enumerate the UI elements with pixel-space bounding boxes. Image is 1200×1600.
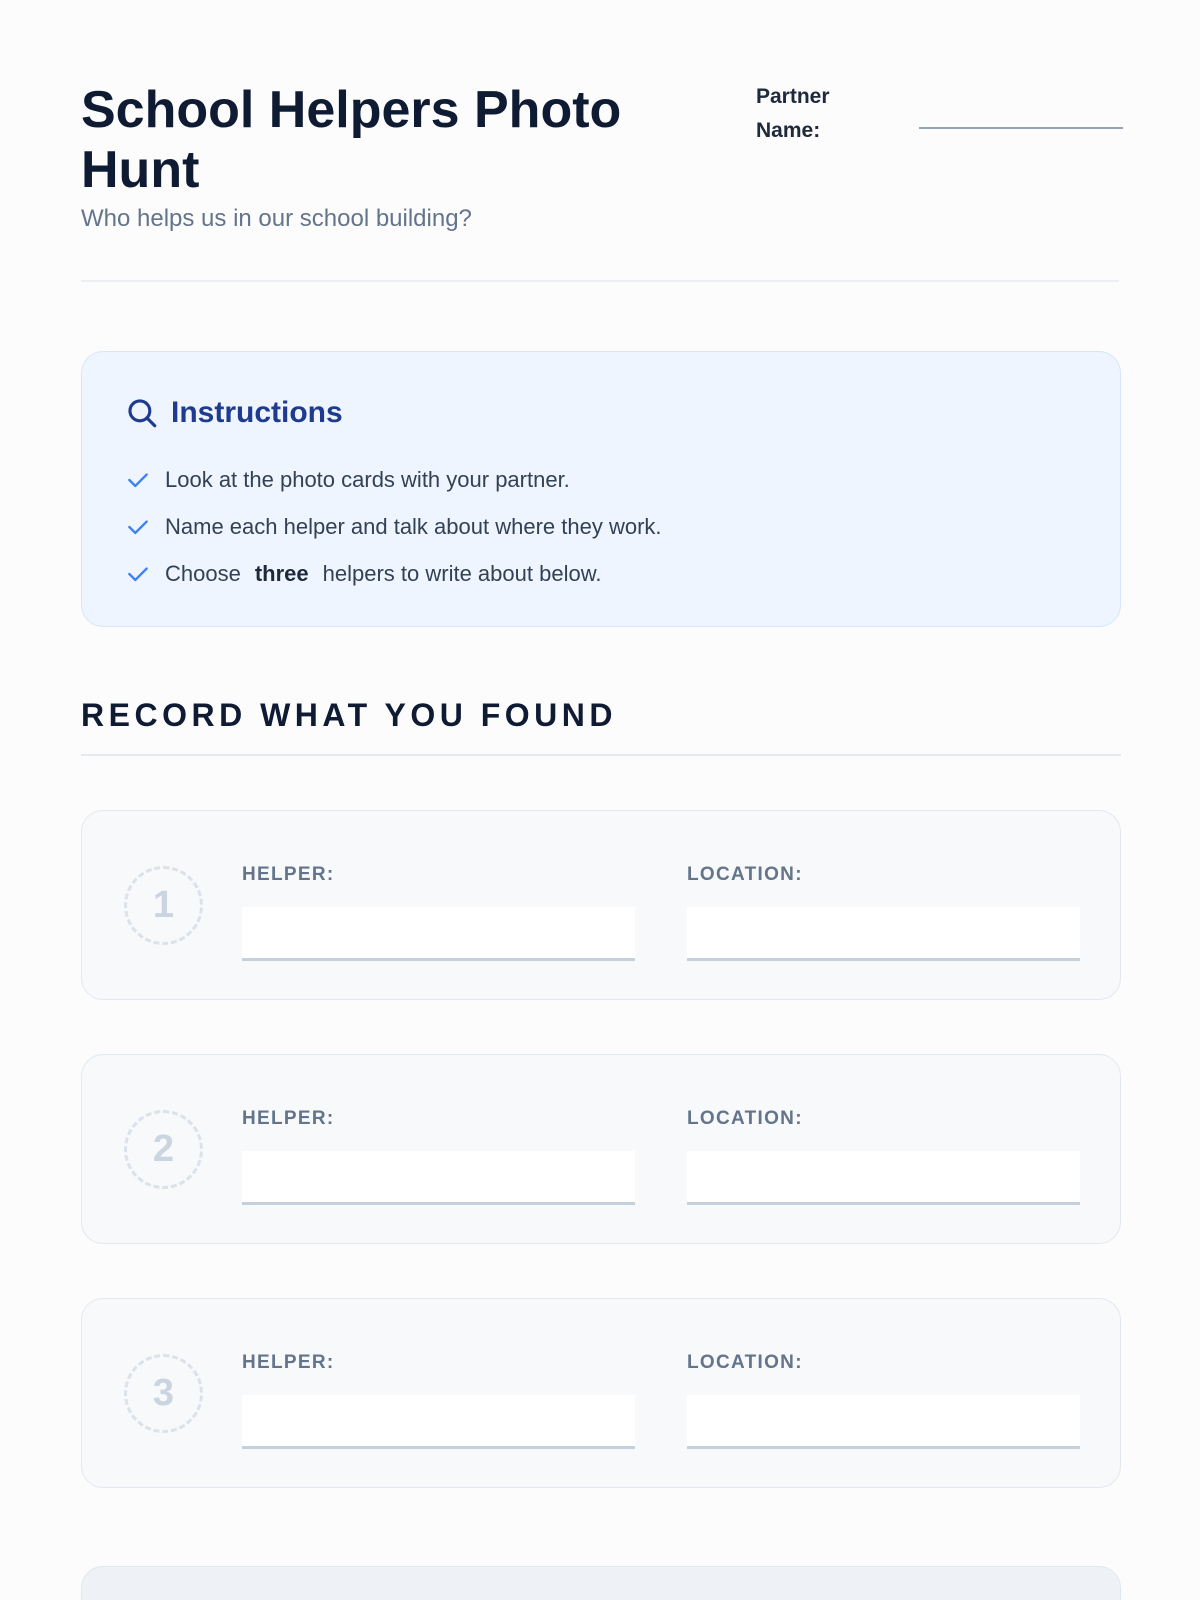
instructions-header xyxy=(125,396,343,430)
card-number-badge: 3 xyxy=(124,1354,203,1433)
check-icon xyxy=(125,467,151,493)
location-input[interactable] xyxy=(687,1395,1080,1449)
check-icon xyxy=(125,561,151,587)
location-label: LOCATION: xyxy=(687,1352,803,1373)
location-input[interactable] xyxy=(687,907,1080,961)
card-number-badge: 2 xyxy=(124,1110,203,1189)
instructions-list xyxy=(125,456,662,597)
search-icon xyxy=(125,396,159,430)
instruction-text-before: Choose xyxy=(165,560,241,586)
location-label: LOCATION: xyxy=(687,1108,803,1129)
instruction-item xyxy=(125,503,662,550)
location-field xyxy=(687,1352,1080,1449)
record-card xyxy=(81,1298,1121,1488)
next-section-box xyxy=(81,1566,1121,1600)
instruction-text: Look at the photo cards with your partner. xyxy=(165,466,570,492)
instruction-text-after: helpers to write about below. xyxy=(322,560,602,586)
instructions-box xyxy=(81,351,1121,627)
record-card xyxy=(81,1054,1121,1244)
partner-name-line[interactable] xyxy=(919,127,1123,129)
record-card xyxy=(81,810,1121,1000)
instruction-text: Name each helper and talk about where they work. xyxy=(165,513,662,539)
worksheet-header xyxy=(81,80,1119,282)
helper-input[interactable] xyxy=(242,1151,635,1205)
instructions-title: Instructions xyxy=(171,396,343,429)
helper-input[interactable] xyxy=(242,1395,635,1449)
page-subtitle: Who helps us in our school building? xyxy=(81,205,472,232)
check-icon xyxy=(125,514,151,540)
helper-field xyxy=(242,1352,635,1449)
helper-label: HELPER: xyxy=(242,864,335,885)
instruction-emphasis: three xyxy=(254,560,309,586)
section-title: RECORD WHAT YOU FOUND xyxy=(81,697,617,733)
card-number-badge: 1 xyxy=(124,866,203,945)
helper-field xyxy=(242,1108,635,1205)
partner-name-field xyxy=(756,80,1121,150)
section-divider xyxy=(81,754,1121,756)
location-input[interactable] xyxy=(687,1151,1080,1205)
instruction-item xyxy=(125,456,662,503)
location-field xyxy=(687,864,1080,961)
location-label: LOCATION: xyxy=(687,864,803,885)
helper-input[interactable] xyxy=(242,907,635,961)
helper-label: HELPER: xyxy=(242,1108,335,1129)
instruction-item xyxy=(125,550,662,597)
helper-label: HELPER: xyxy=(242,1352,335,1373)
partner-name-label: Partner Name: xyxy=(756,85,830,142)
helper-field xyxy=(242,864,635,961)
location-field xyxy=(687,1108,1080,1205)
page-title: School Helpers Photo Hunt xyxy=(81,81,622,199)
